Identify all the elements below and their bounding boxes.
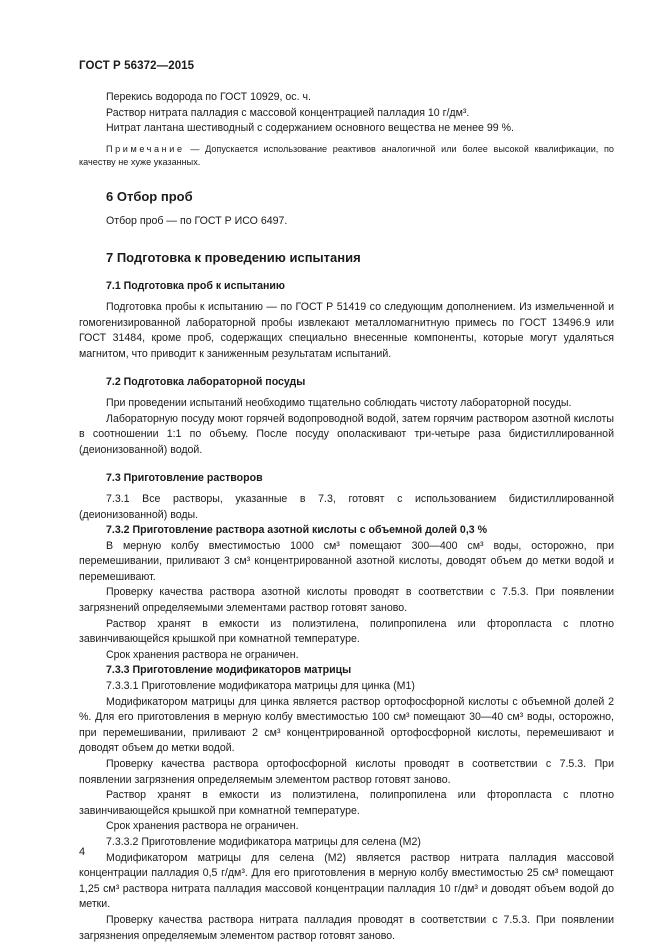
subsection-7-2-title: 7.2 Подготовка лабораторной посуды — [106, 376, 306, 389]
section-7-title: 7 Подготовка к проведению испытания — [106, 250, 361, 266]
document-code-header: ГОСТ Р 56372—2015 — [79, 60, 195, 72]
section-6-title: 6 Отбор проб — [106, 188, 193, 204]
clause-7-3-3-title: 7.3.3 Приготовление модификаторов матрицы — [106, 664, 352, 677]
clause-7-3-1: 7.3.1 Все растворы, указанные в 7.3, готовят с использованием бидистиллированной (деионизованной) воды. — [79, 492, 614, 521]
page-number: 4 — [79, 846, 86, 858]
paragraph: В мерную колбу вместимостью 1000 см³ помещают 300—400 см³ воды, осторожно, при перемешивании, приливают 3 см³ концентрированной азотной кислоты, доводят объем до метки водой и перемешивают. — [79, 539, 614, 583]
paragraph: Проверку качества раствора ортофосфорной кислоты проводят в соответствии с 7.5.3. При появлении загрязнения определяемым элементом раствор готовят заново. — [79, 758, 614, 786]
page-body — [79, 90, 614, 944]
clause-7-3-3-2-title: 7.3.3.2 Приготовление модификатора матрицы для селена (М2) — [106, 835, 421, 848]
paragraph: Срок хранения раствора не ограничен. — [106, 648, 299, 661]
section-6-text: Отбор проб — по ГОСТ Р ИСО 6497. — [106, 214, 288, 227]
reagent-line: Перекись водорода по ГОСТ 10929, ос. ч. — [106, 91, 311, 103]
paragraph: При проведении испытаний необходимо тщательно соблюдать чистоту лабораторной посуды. — [106, 396, 572, 409]
subsection-7-1-text: Подготовка пробы к испытанию — по ГОСТ Р 51419 со следующим дополнением. Из измельченной и гомогенизированной лабораторной пробы извлекают металломагнитную примесь по ГОСТ 13496.9 или ГОСТ 31484, кроме проб, содержащих специально внесенные компоненты, которые могут удаляться магнитом, что приводит к заниженным результатам испытаний. — [79, 300, 614, 360]
clause-7-3-3-1-title: 7.3.3.1 Приготовление модификатора матрицы для цинка (М1) — [106, 680, 415, 693]
paragraph: Срок хранения раствора не ограничен. — [106, 820, 299, 833]
reagent-line: Раствор нитрата палладия с массовой концентрацией палладия 10 г/дм³. — [106, 106, 470, 119]
subsection-7-1-title: 7.1 Подготовка проб к испытанию — [106, 280, 285, 293]
paragraph: Проверку качества раствора нитрата палладия проводят в соответствии с 7.5.3. При появлении загрязнения определяемым элементом раствор готовят заново. — [79, 913, 614, 942]
note-label: Примечание — [106, 143, 185, 154]
clause-7-3-2-title: 7.3.2 Приготовление раствора азотной кислоты с объемной долей 0,3 % — [106, 524, 488, 537]
reagent-line: Нитрат лантана шестиводный с содержанием основного вещества не менее 99 %. — [106, 122, 514, 135]
paragraph: Раствор хранят в емкости из полиэтилена, полипропилена или фторопласта с плотно завинчивающейся крышкой при комнатной температуре. — [79, 617, 614, 646]
paragraph: Лабораторную посуду моют горячей водопроводной водой, затем горячим раствором азотной кислоты в соотношении 1:1 по объему. После посуду ополаскивают три-четыре раза бидистиллированной (деионизованной) водой. — [79, 412, 614, 456]
paragraph: Раствор хранят в емкости из полиэтилена, полипропилена или фторопласта с плотно завинчивающейся крышкой при комнатной температуре. — [79, 789, 614, 817]
subsection-7-3-title: 7.3 Приготовление растворов — [106, 472, 263, 485]
paragraph: Модификатором матрицы для цинка является раствор ортофосфорной кислоты с объемной долей 2 %. Для его приготовления в мерную колбу вместимостью 100 см³ помещают 30—40 см³ воды, осторожно, при перемешивании, приливают 2 см³ концентрированной ортофосфорной кислоты, перемешивают и доводят объем до метки водой. — [79, 695, 614, 755]
note-text: — Допускается использование реактивов аналогичной или более высокой квалификации, по качеству не хуже указанных. — [79, 143, 614, 168]
paragraph: Модификатором матрицы для селена (М2) является раствор нитрата палладия массовой концентрации палладия 0,5 г/дм³. Для его приготовления в мерную колбу вместимостью 25 см³ помещают 1,25 см³ раствора нитрата палладия массовой концентрации палладия 10 г/дм³ и доводят объем водой до метки. — [79, 851, 614, 911]
paragraph: Проверку качества раствора азотной кислоты проводят в соответствии с 7.5.3. При появлении загрязнений определяемыми элементами раствор готовят заново. — [79, 586, 614, 615]
note-paragraph — [79, 143, 614, 170]
